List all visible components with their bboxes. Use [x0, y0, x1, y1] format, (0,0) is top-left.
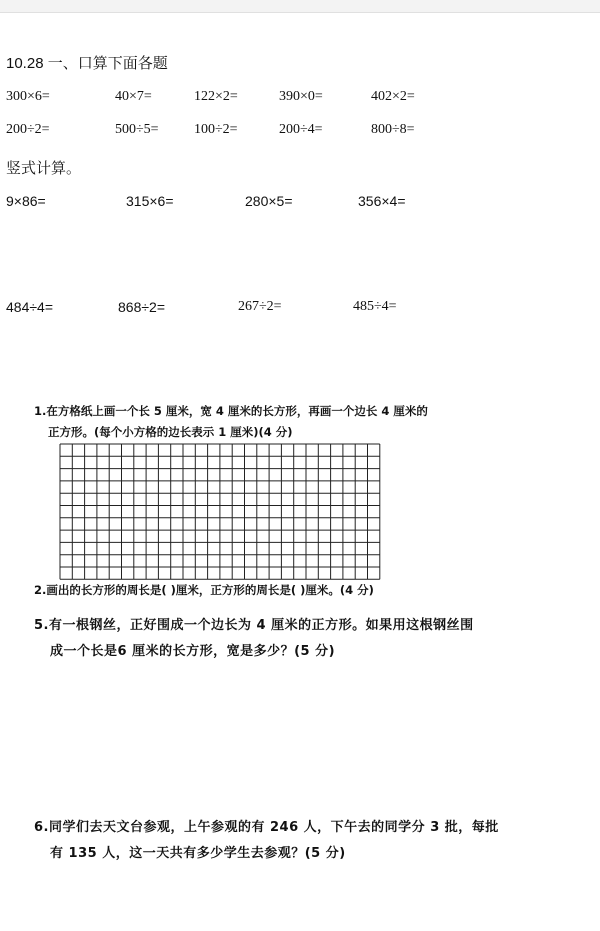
oral-problem: 300×6= [6, 89, 50, 104]
question-6-line2: 有 135 人，这一天共有多少学生去参观？(5 分) [50, 846, 346, 861]
question-1-line1: 1.在方格纸上画一个长 5 厘米，宽 4 厘米的长方形，再画一个边长 4 厘米的 [34, 404, 428, 418]
vertical-problem: 484÷4= [6, 299, 54, 315]
vertical-problem: 315×6= [126, 193, 174, 209]
oral-problem: 100÷2= [194, 122, 238, 137]
question-6-line1: 6.同学们去天文台参观，上午参观的有 246 人，下午去的同学分 3 批，每批 [34, 820, 499, 835]
question-5-line2: 成一个长是6 厘米的长方形，宽是多少？(5 分) [50, 644, 336, 659]
question-2: 2.画出的长方形的周长是( )厘米，正方形的周长是( )厘米。(4 分) [34, 583, 374, 597]
vertical-problem: 485÷4= [353, 299, 397, 314]
vertical-problem: 9×86= [6, 193, 46, 209]
vertical-heading: 竖式计算。 [6, 160, 82, 177]
oral-problem: 390×0= [279, 89, 323, 104]
question-5-line1: 5.有一根钢丝，正好围成一个边长为 4 厘米的正方形。如果用这根钢丝围 [34, 618, 474, 633]
oral-problem: 40×7= [115, 89, 152, 104]
section-title: 10.28 一、口算下面各题 [6, 55, 168, 72]
top-bar [0, 0, 600, 13]
square-grid [59, 443, 383, 581]
oral-problem: 500÷5= [115, 122, 159, 137]
vertical-problem: 267÷2= [238, 299, 282, 314]
oral-problem: 800÷8= [371, 122, 415, 137]
question-1-line2: 正方形。(每个小方格的边长表示 1 厘米)(4 分) [48, 425, 293, 439]
vertical-problem: 280×5= [245, 193, 293, 209]
vertical-problem: 868÷2= [118, 299, 166, 315]
oral-problem: 200÷2= [6, 122, 50, 137]
oral-problem: 402×2= [371, 89, 415, 104]
oral-problem: 122×2= [194, 89, 238, 104]
oral-problem: 200÷4= [279, 122, 323, 137]
vertical-problem: 356×4= [358, 193, 406, 209]
